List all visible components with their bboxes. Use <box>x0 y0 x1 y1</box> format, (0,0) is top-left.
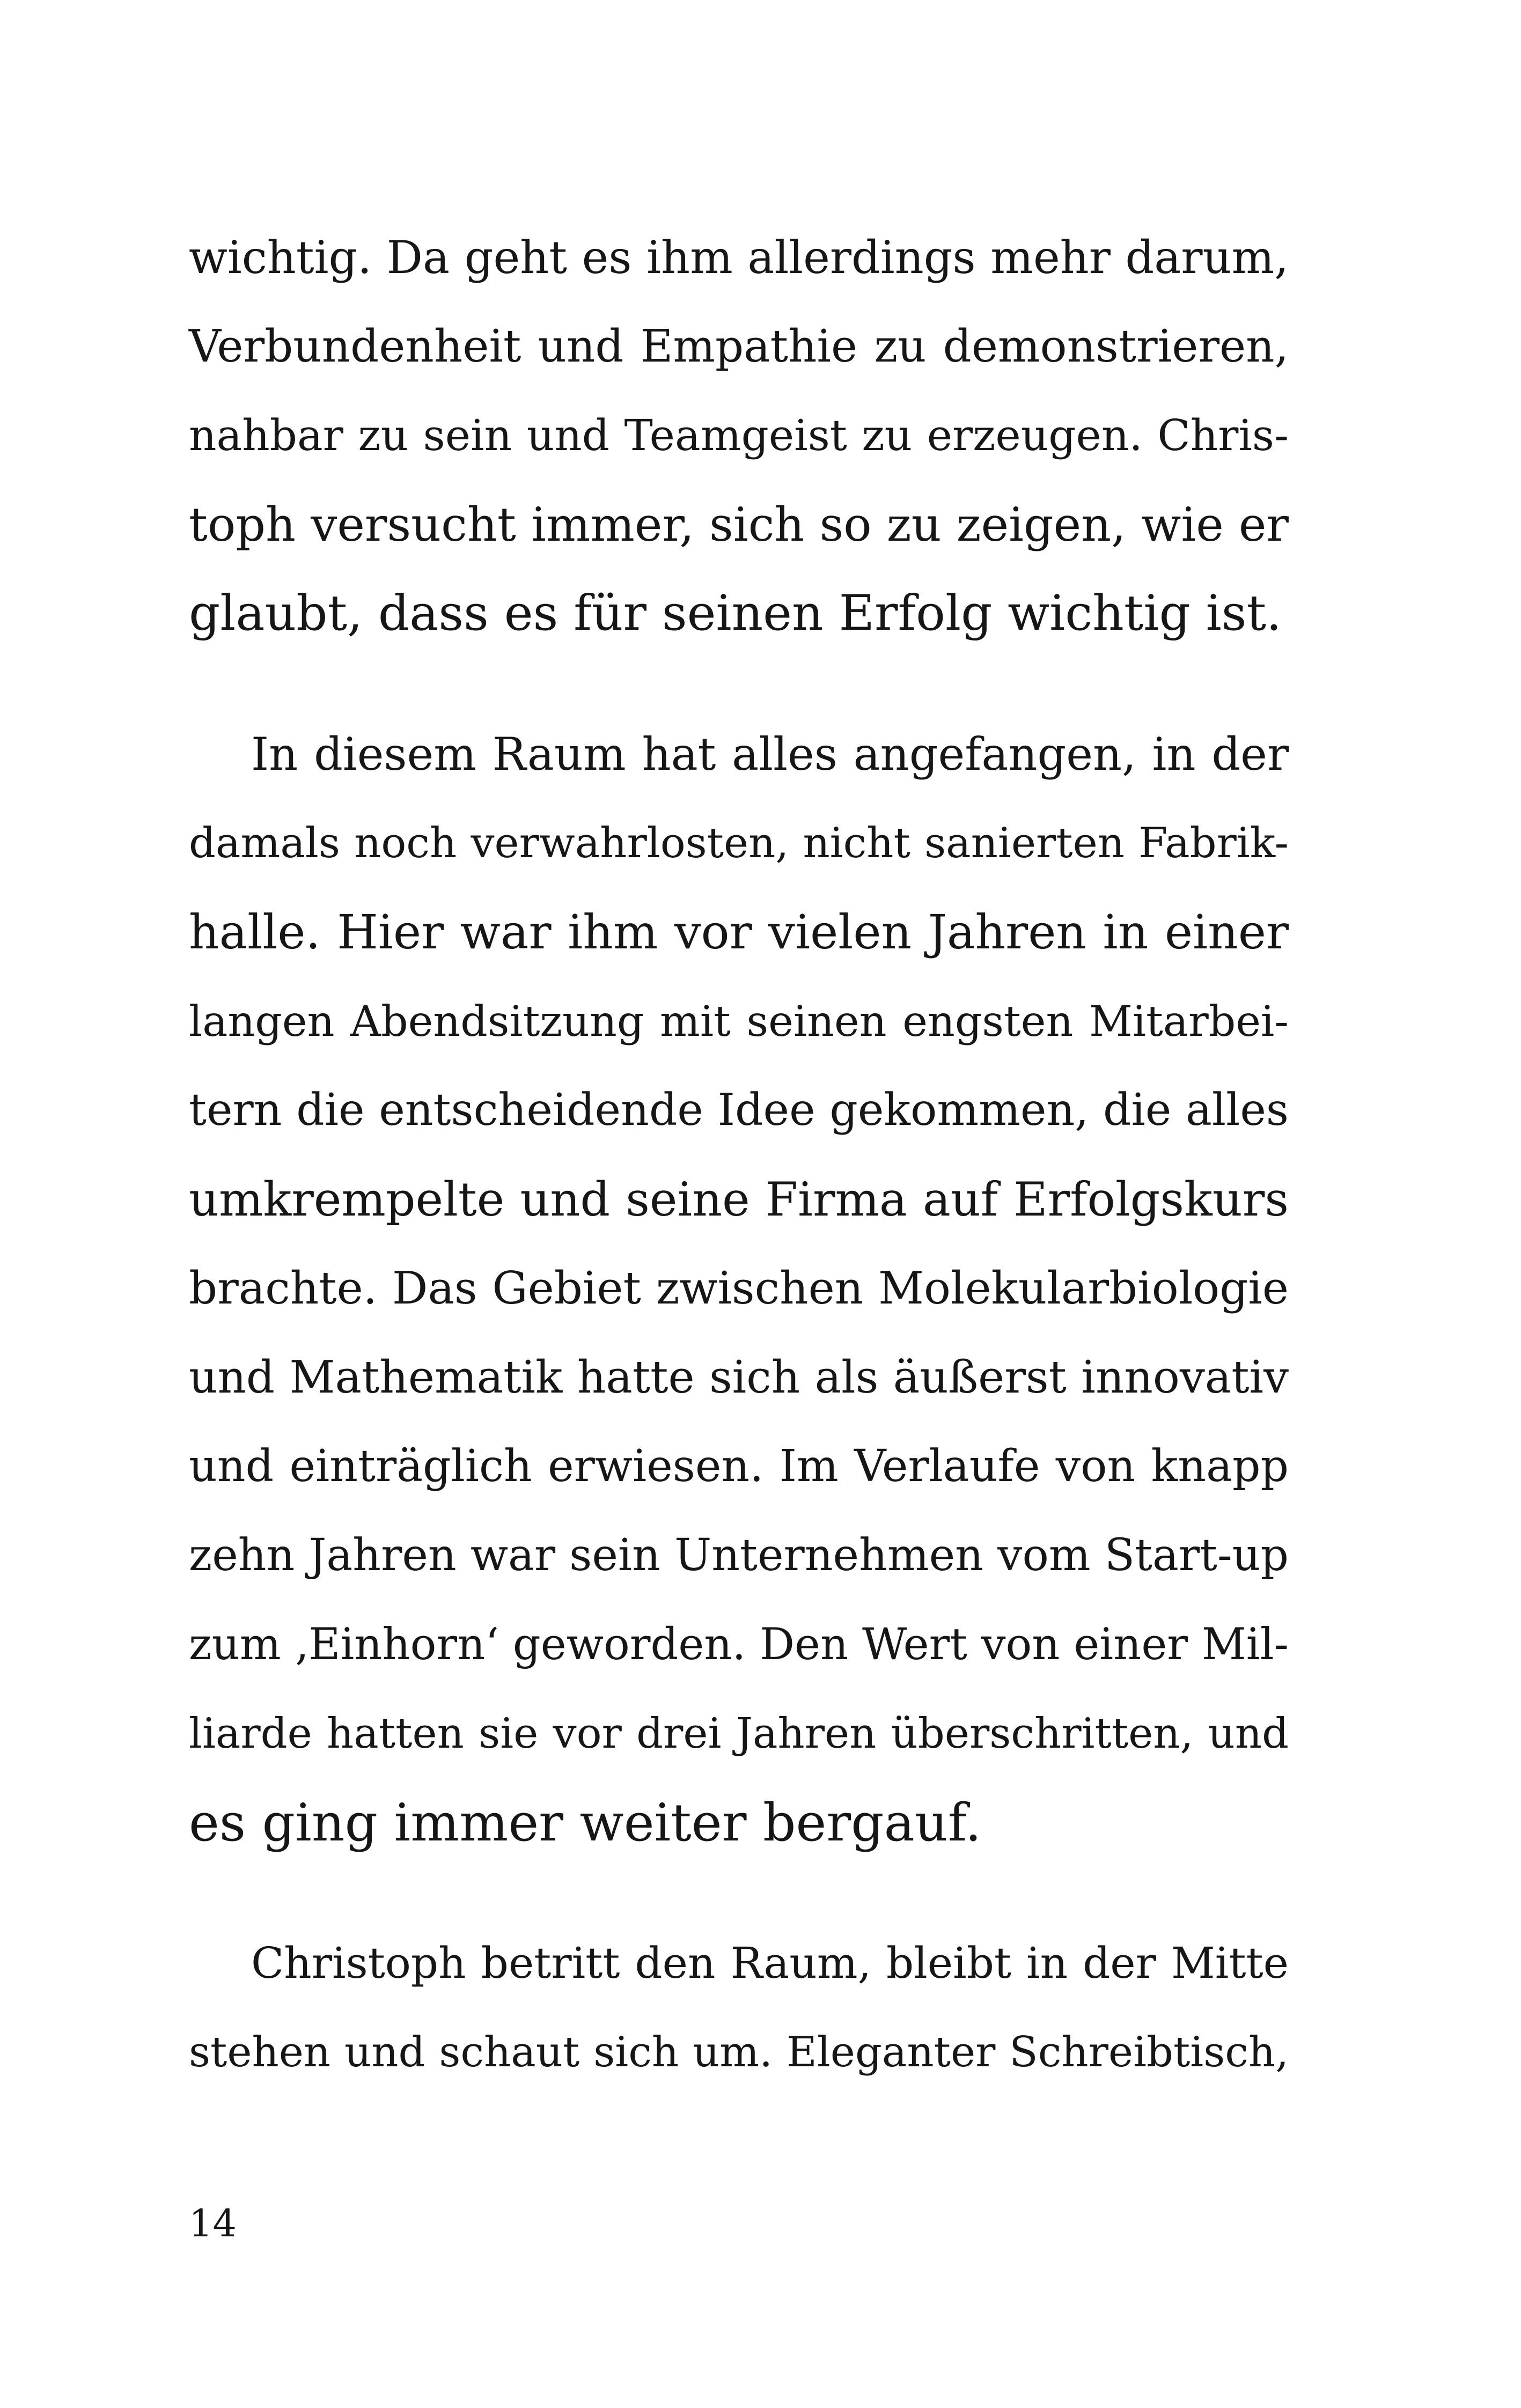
page-number: 14 <box>189 2201 237 2245</box>
text-line: glaubt, dass es für seinen Erfolg wichtig ist. <box>189 585 1282 642</box>
text-line: brachte. Das Gebiet zwischen Molekularbiologie <box>189 1262 1289 1314</box>
text-line: In diesem Raum hat alles angefangen, in der <box>251 728 1289 780</box>
text-line: zehn Jahren war sein Unternehmen vom Start-up <box>189 1530 1289 1581</box>
text-line: langen Abendsitzung mit seinen engsten Mitarbei- <box>189 997 1289 1046</box>
text-line: zum ‚Einhorn‘ geworden. Den Wert von einer Mil- <box>189 1619 1289 1670</box>
text-line: Christoph betritt den Raum, bleibt in der Mitte <box>251 1938 1289 1988</box>
text-line: und Mathematik hatte sich als äußerst innovativ <box>189 1351 1289 1403</box>
text-line: liarde hatten sie vor drei Jahren überschritten, und <box>189 1710 1289 1758</box>
text-line: Verbundenheit und Empathie zu demonstrieren, <box>189 320 1289 372</box>
text-line: halle. Hier war ihm vor vielen Jahren in einer <box>189 904 1289 960</box>
text-line: nahbar zu sein und Teamgeist zu erzeugen. Chris- <box>189 410 1289 460</box>
text-line: wichtig. Da geht es ihm allerdings mehr darum, <box>189 231 1289 284</box>
text-line: damals noch verwahrlosten, nicht sanierten Fabrik- <box>189 819 1289 867</box>
text-line: tern die entscheidende Idee gekommen, die alles <box>189 1085 1289 1136</box>
text-line: und einträglich erwiesen. Im Verlaufe von knapp <box>189 1441 1289 1492</box>
text-line: umkrempelte und seine Firma auf Erfolgskurs <box>189 1172 1289 1227</box>
text-line: toph versucht immer, sich so zu zeigen, wie er <box>189 497 1289 552</box>
text-line: stehen und schaut sich um. Eleganter Schreibtisch, <box>189 2028 1289 2076</box>
text-line: es ging immer weiter bergauf. <box>189 1793 982 1853</box>
